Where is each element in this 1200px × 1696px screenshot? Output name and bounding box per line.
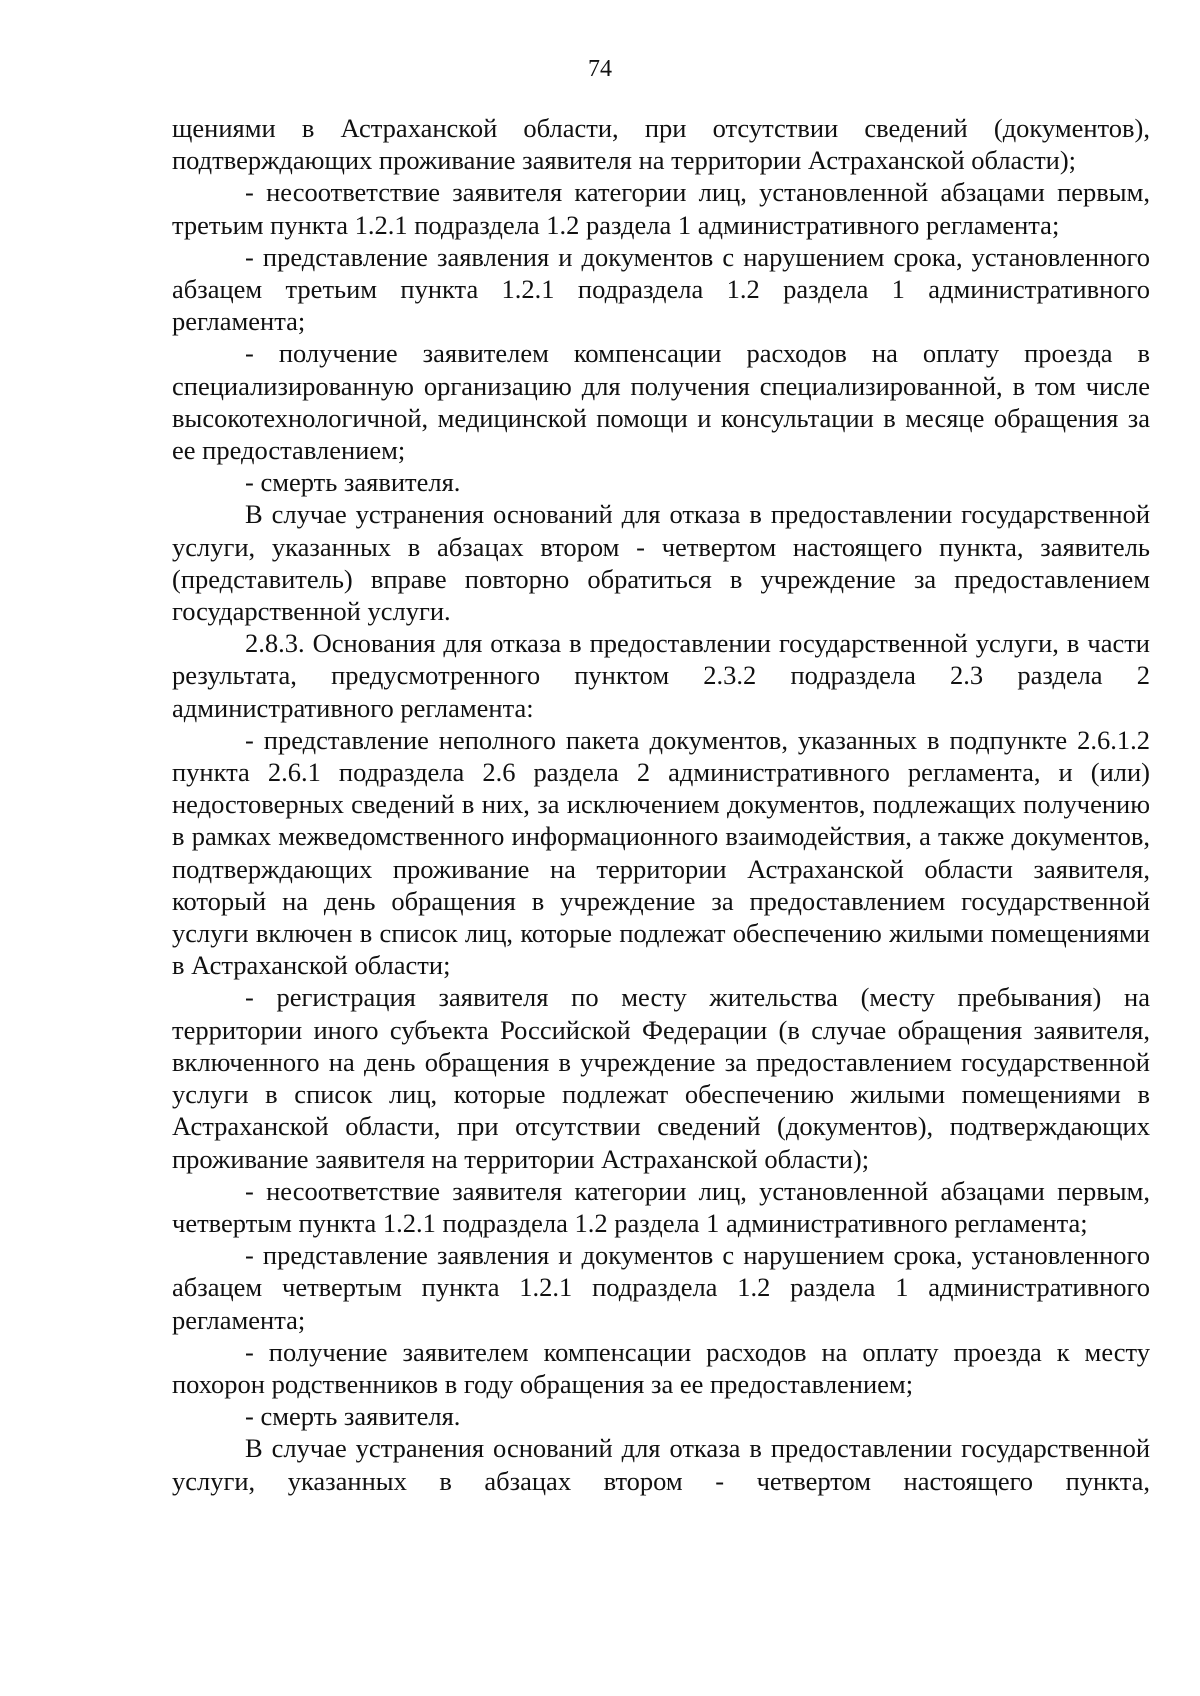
paragraph-section-2-8-3: 2.8.3. Основания для отказа в предоставлении государственной услуги, в части результата, предусмотренного пунктом 2.3.2 подраздела 2.3 раздела 2 административного регламента: [172,628,1150,723]
list-item-registration-other-region: - регистрация заявителя по месту жительства (месту пребывания) на территории иного субъекта Российской Федерации (в случае обращения заявителя, включенного на день обращения в учреждение за предоставлением государственной услуги в список лиц, которые подлежат обеспечению жилыми помещениями в Астраханской области, при отсутствии сведений (документов), подтверждающих проживание заявителя на территории Астраханской области); [172,982,1150,1174]
list-item-compensation-received: - получение заявителем компенсации расходов на оплату проезда в специализированную организацию для получения специализированной, в том числе высокотехнологичной, медицинской помощи и консультации в месяце обращения за ее предоставлением; [172,338,1150,466]
paragraph-reapplication: В случае устранения оснований для отказа в предоставлении государственной услуги, указанных в абзацах втором - четвертом настоящего пункта, заявитель (представитель) вправе повторно обратиться в учреждение за предоставлением государственной услуги. [172,499,1150,627]
list-item-applicant-death: - смерть заявителя. [245,467,461,498]
paragraph-continuation: щениями в Астраханской области, при отсутствии сведений (документов), подтверждающих проживание заявителя на территории Астраханской области); [172,113,1150,176]
list-item-category-mismatch: - несоответствие заявителя категории лиц, установленной абзацами первым, четвертым пункта 1.2.1 подраздела 1.2 раздела 1 административного регламента; [172,1175,1150,1238]
document-body [172,112,1150,1497]
list-item-compensation-received: - получение заявителем компенсации расходов на оплату проезда к месту похорон родственников в году обращения за ее предоставлением; [172,1336,1150,1399]
list-item-applicant-death: - смерть заявителя. [245,1401,461,1432]
list-item-deadline-violation: - представление заявления и документов с нарушением срока, установленного абзацем третьим пункта 1.2.1 подраздела 1.2 раздела 1 административного регламента; [172,241,1150,337]
list-item-incomplete-documents: - представление неполного пакета документов, указанных в подпункте 2.6.1.2 пункта 2.6.1 подраздела 2.6 раздела 2 административного регламента, и (или) недостоверных сведений в них, за исключением документов, подлежащих получению в рамках межведомственного информационного взаимодействия, а также документов, подтверждающих проживание на территории Астраханской области заявителя, который на день обращения в учреждение за предоставлением государственной услуги включен в список лиц, которые подлежат обеспечению жилыми помещениями в Астраханской области; [172,724,1150,981]
page-number: 74 [588,56,612,82]
paragraph-reapplication: В случае устранения оснований для отказа в предоставлении государственной услуги, указанных в абзацах втором - четвертом настоящего пункта, [172,1433,1150,1496]
list-item-deadline-violation: - представление заявления и документов с нарушением срока, установленного абзацем четвертым пункта 1.2.1 подраздела 1.2 раздела 1 административного регламента; [172,1240,1150,1335]
list-item-category-mismatch: - несоответствие заявителя категории лиц, установленной абзацами первым, третьим пункта 1.2.1 подраздела 1.2 раздела 1 административного регламента; [172,177,1150,240]
